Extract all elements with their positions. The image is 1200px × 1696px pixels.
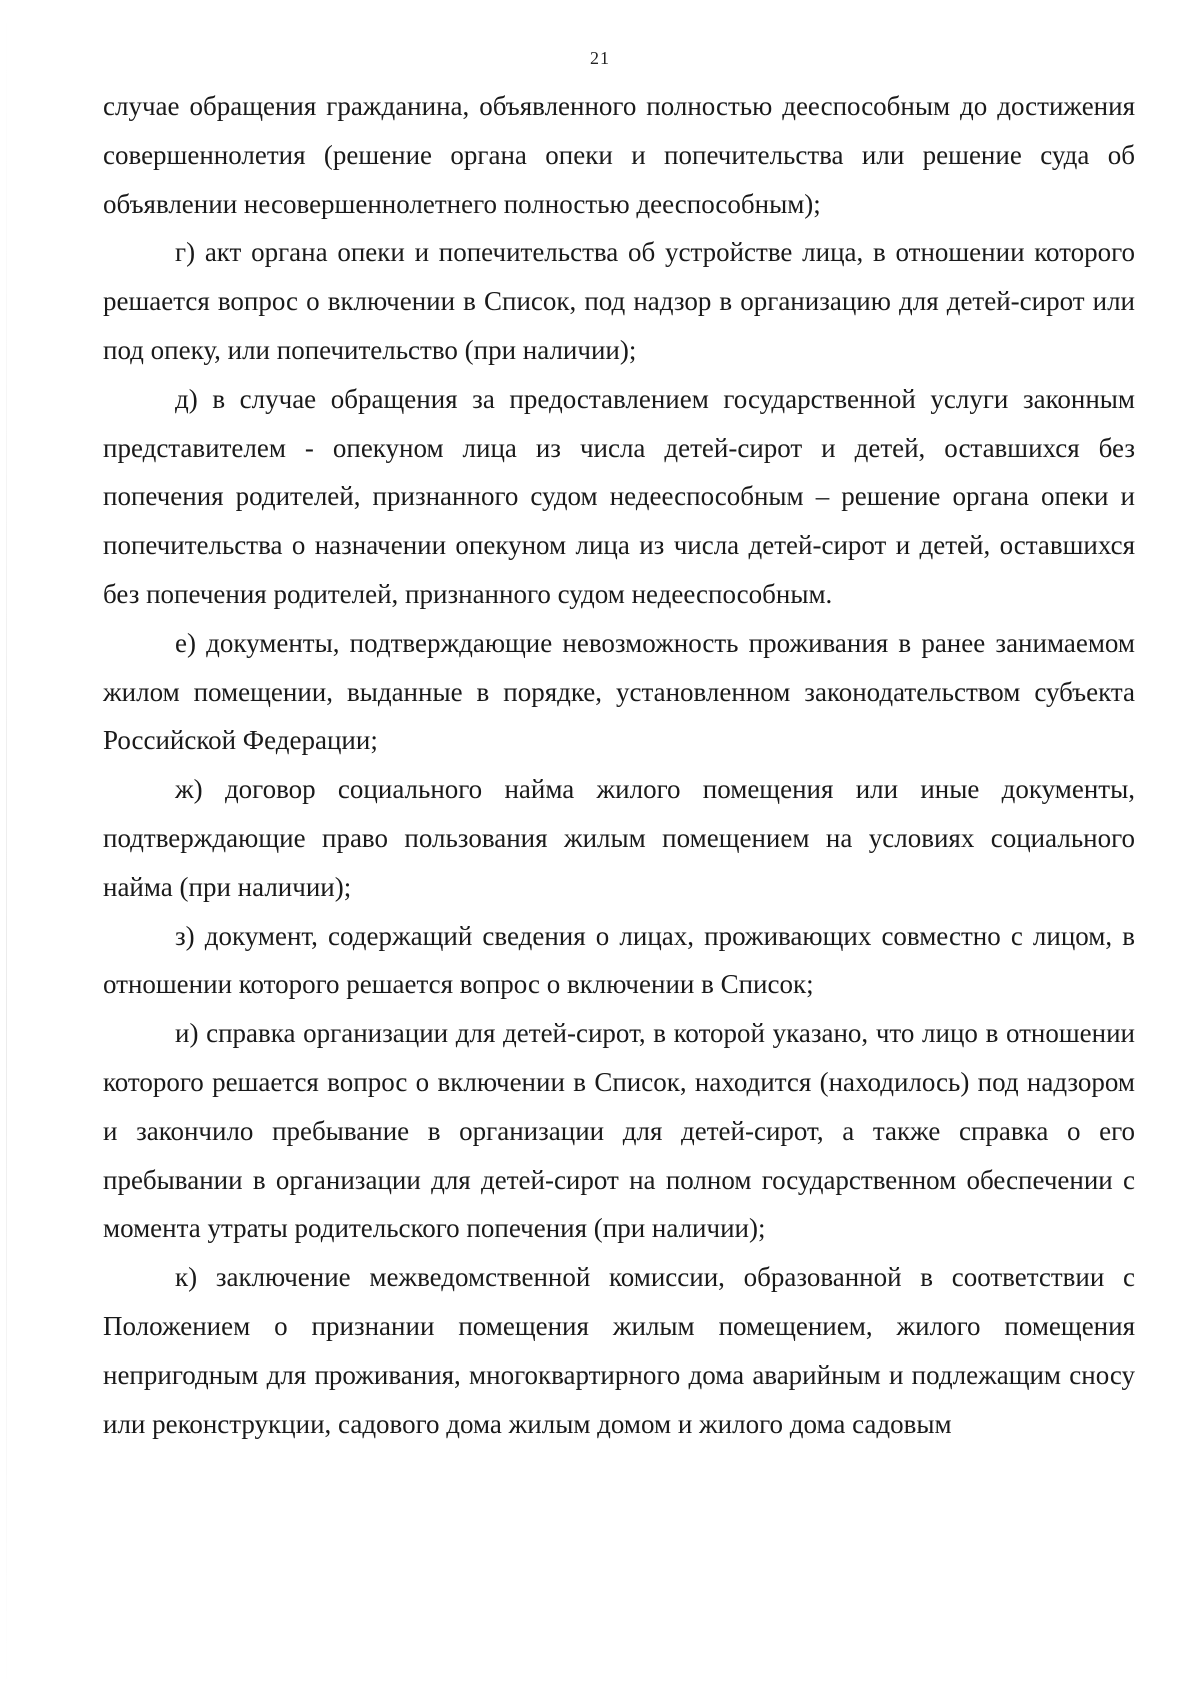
paragraph-item-i: и) справка организации для детей-сирот, в которой указано, что лицо в отношении которого решается вопрос о включении в Список, находится (находилось) под надзором и закончило пребывание в организации для детей-сирот, а также справка о его пребывании в организации для детей-сирот на полном государственном обеспечении с момента утраты родительского попечения (при наличии); [103, 1018, 1135, 1244]
paragraph-item-g: г) акт органа опеки и попечительства об устройстве лица, в отношении которого решается вопрос о включении в Список, под надзор в организацию для детей-сирот или под опеку, или попечительство (при наличии); [103, 237, 1135, 365]
paragraph-item-z: з) документ, содержащий сведения о лицах, проживающих совместно с лицом, в отношении которого решается вопрос о включении в Список; [103, 920, 1135, 1000]
paragraph-item-d: д) в случае обращения за предоставлением государственной услуги законным представителем - опекуном лица из числа детей-сирот и детей, оставшихся без попечения родителей, признанного судом недееспособным – решение органа опеки и попечительства о назначении опекуном лица из числа детей-сирот и детей, оставшихся без попечения родителей, признанного судом недееспособным. [103, 383, 1135, 609]
paragraph-item-k: к) заключение межведомственной комиссии, образованной в соответствии с Положением о признании помещения жилым помещением, жилого помещения непригодным для проживания, многоквартирного дома аварийным и подлежащим сносу или реконструкции, садового дома жилым домом и жилого дома садовым [103, 1262, 1135, 1439]
page-number: 21 [590, 48, 610, 68]
document-body [103, 82, 1135, 1448]
paragraph-item-zh: ж) договор социального найма жилого помещения или иные документы, подтверждающие право пользования жилым помещением на условиях социального найма (при наличии); [103, 774, 1135, 902]
paragraph-item-e: е) документы, подтверждающие невозможность проживания в ранее занимаемом жилом помещении, выданные в порядке, установленном законодательством субъекта Российской Федерации; [103, 627, 1135, 756]
scan-edge-shadow [6, 0, 7, 1696]
paragraph-continuation: случае обращения гражданина, объявленного полностью дееспособным до достижения совершеннолетия (решение органа опеки и попечительства или решение суда об объявлении несовершеннолетнего полностью дееспособным); [103, 91, 1135, 219]
